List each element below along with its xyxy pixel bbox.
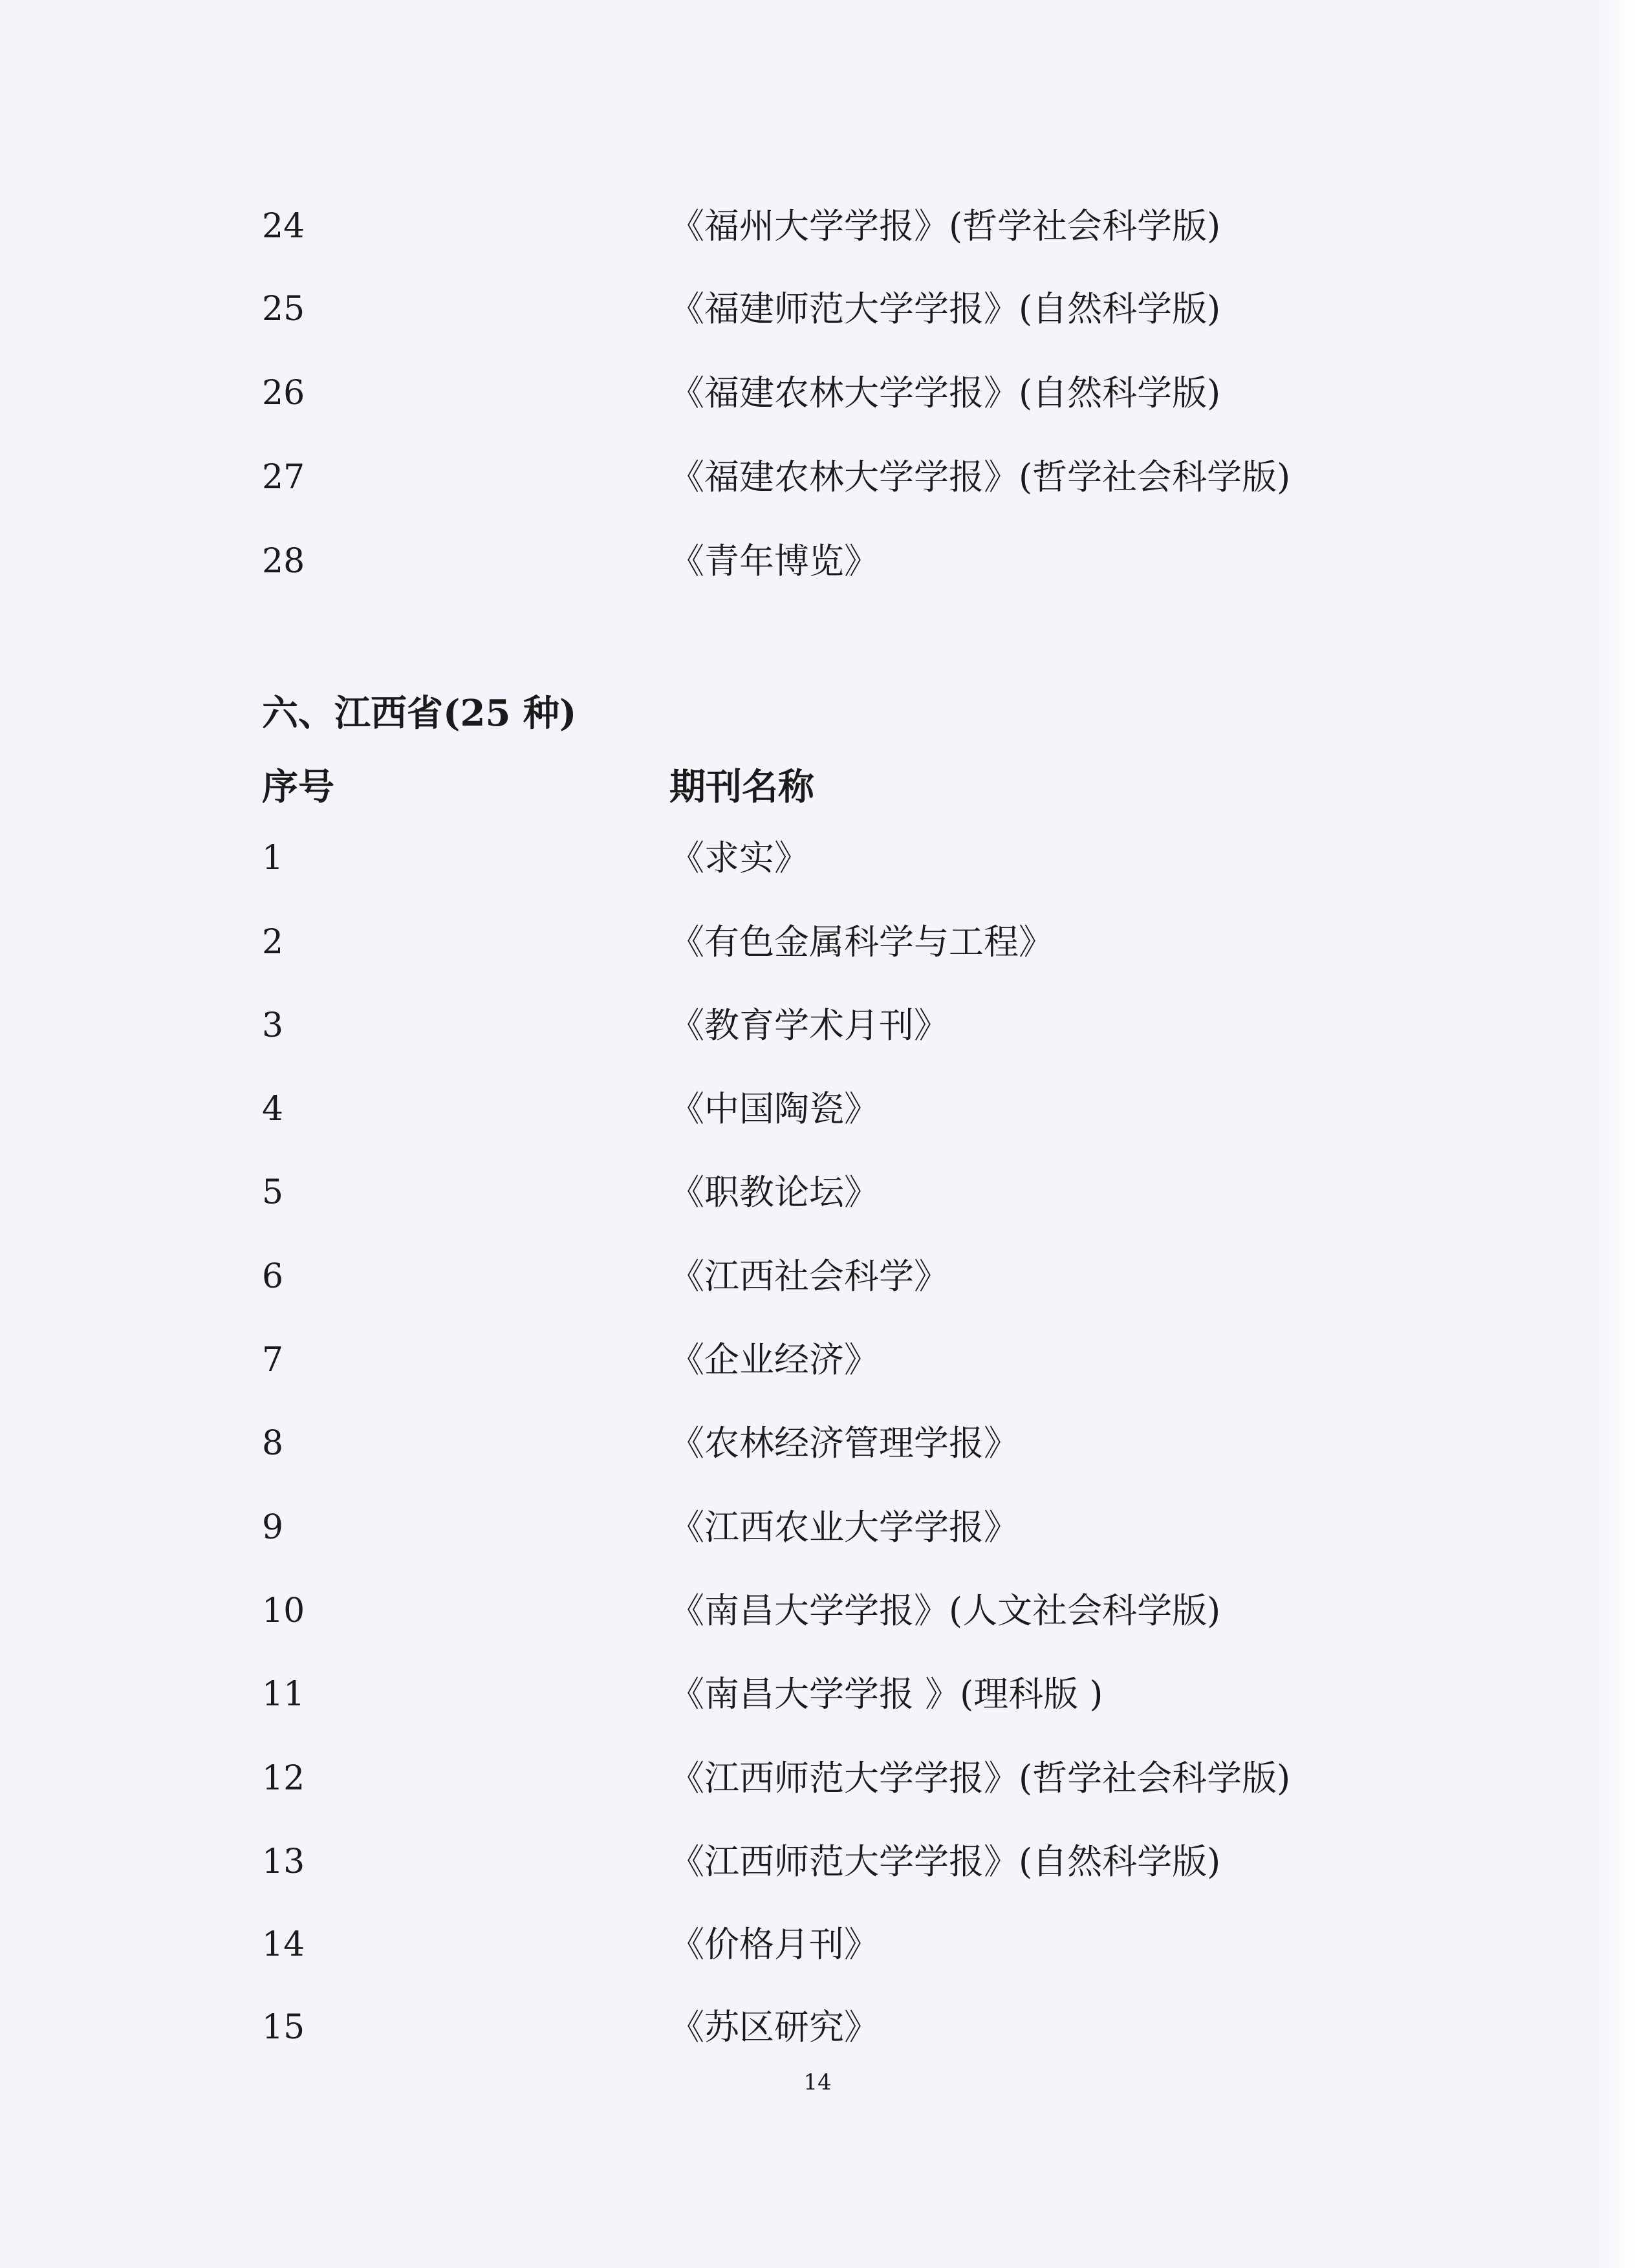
list-item — [0, 997, 1552, 1055]
list-item — [0, 532, 1552, 590]
list-item — [0, 1498, 1552, 1557]
item-number: 11 — [262, 1675, 305, 1714]
journal-name: 《南昌大学学报》(人文社会科学版) — [669, 1590, 1221, 1631]
journal-name: 《江西农业大学学报》 — [669, 1507, 1019, 1548]
item-number: 6 — [262, 1257, 284, 1296]
item-number: 1 — [262, 839, 284, 878]
item-number: 5 — [262, 1173, 284, 1212]
item-number: 9 — [262, 1508, 284, 1547]
journal-name: 《福建农林大学学报》(哲学社会科学版) — [669, 457, 1291, 497]
list-item — [0, 913, 1552, 971]
item-number: 28 — [262, 542, 305, 581]
journal-name: 《有色金属科学与工程》 — [669, 922, 1054, 962]
list-item — [0, 1163, 1552, 1222]
list-item — [0, 1749, 1552, 1808]
list-item — [0, 1916, 1552, 1974]
column-header-name: 期刊名称 — [669, 766, 814, 808]
journal-name: 《求实》 — [669, 837, 809, 878]
list-item — [0, 280, 1552, 338]
list-item — [0, 1247, 1552, 1306]
list-item — [0, 1998, 1552, 2057]
journal-name: 《职教论坛》 — [669, 1172, 879, 1213]
list-item — [0, 829, 1552, 887]
item-number: 15 — [262, 2008, 305, 2047]
journal-name: 《价格月刊》 — [669, 1924, 879, 1965]
item-number: 3 — [262, 1006, 284, 1045]
list-item — [0, 1833, 1552, 1891]
item-number: 26 — [262, 374, 305, 413]
journal-name: 《江西师范大学学报》(自然科学版) — [669, 1841, 1221, 1882]
item-number: 24 — [262, 207, 305, 246]
journal-name: 《福州大学学报》(哲学社会科学版) — [669, 206, 1221, 246]
item-number: 12 — [262, 1759, 305, 1798]
journal-name: 《农林经济管理学报》 — [669, 1423, 1019, 1463]
list-item — [0, 1080, 1552, 1138]
page-number: 14 — [803, 2069, 832, 2095]
list-item — [0, 448, 1552, 506]
list-item — [0, 1582, 1552, 1640]
journal-name: 《教育学术月刊》 — [669, 1005, 949, 1046]
table-header — [0, 758, 1552, 816]
journal-name: 《江西社会科学》 — [669, 1256, 949, 1297]
list-item — [0, 197, 1552, 255]
item-number: 4 — [262, 1090, 284, 1129]
journal-name: 《苏区研究》 — [669, 2007, 879, 2047]
journal-name: 《江西师范大学学报》(哲学社会科学版) — [669, 1758, 1291, 1798]
item-number: 14 — [262, 1925, 305, 1964]
journal-name: 《青年博览》 — [669, 541, 879, 581]
item-number: 10 — [262, 1592, 305, 1630]
scan-edge — [1599, 0, 1635, 2268]
list-item — [0, 1414, 1552, 1473]
column-header-number: 序号 — [262, 766, 334, 808]
journal-name: 《福建农林大学学报》(自然科学版) — [669, 373, 1221, 413]
list-item — [0, 1665, 1552, 1723]
journal-name: 《中国陶瓷》 — [669, 1088, 879, 1129]
item-number: 8 — [262, 1424, 284, 1463]
item-number: 2 — [262, 923, 284, 962]
journal-name: 《福建师范大学学报》(自然科学版) — [669, 288, 1221, 329]
list-item — [0, 1331, 1552, 1389]
item-number: 13 — [262, 1842, 305, 1881]
item-number: 27 — [262, 458, 305, 497]
list-item — [0, 364, 1552, 422]
journal-name: 《企业经济》 — [669, 1339, 879, 1380]
section-title: 六、江西省(25 种) — [262, 692, 577, 735]
journal-name: 《南昌大学学报 》(理科版 ) — [669, 1674, 1103, 1714]
item-number: 7 — [262, 1341, 284, 1379]
item-number: 25 — [262, 290, 305, 329]
